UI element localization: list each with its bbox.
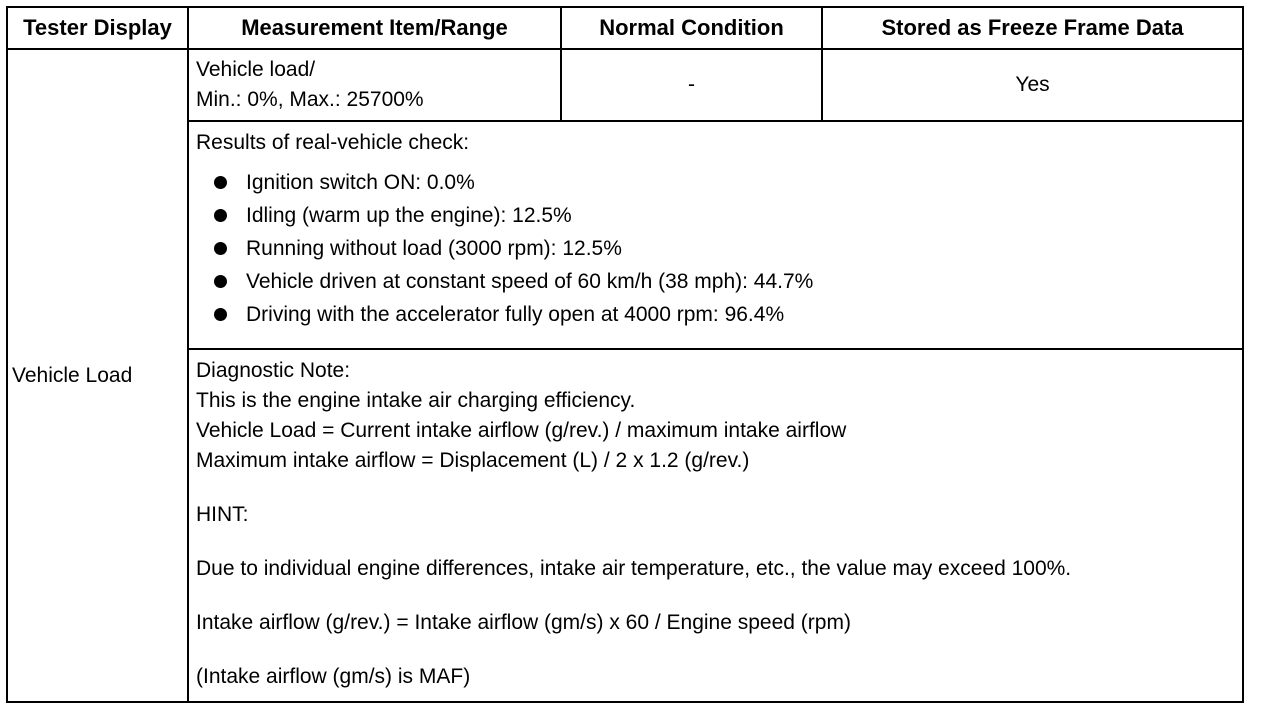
normal-condition-cell: - [561,49,822,121]
bullet-icon [214,275,227,288]
diagnostic-row [7,349,1243,702]
results-title: Results of real-vehicle check: [196,131,470,154]
tester-display-cell: Vehicle Load [7,49,188,702]
list-item: Driving with the accelerator fully open at 4000 rpm: 96.4% [196,298,1238,331]
measurement-line2: Min.: 0%, Max.: 25700% [196,88,424,111]
header-tester-display: Tester Display [7,7,188,49]
hint-label: HINT: [196,503,249,526]
table-row [7,49,1243,121]
diagnostic-line1: This is the engine intake air charging efficiency. [196,389,636,412]
diagnostic-line3: Maximum intake airflow = Displacement (L) / 2 x 1.2 (g/rev.) [196,449,750,472]
hint-line3: (Intake airflow (gm/s) is MAF) [196,665,471,688]
list-item: Vehicle driven at constant speed of 60 km/h (38 mph): 44.7% [196,265,1238,298]
header-row [7,7,1243,49]
list-item: Ignition switch ON: 0.0% [196,166,1238,199]
list-item: Idling (warm up the engine): 12.5% [196,199,1238,232]
freeze-frame-cell: Yes [822,49,1243,121]
header-normal-condition: Normal Condition [561,7,822,49]
bullet-icon [214,308,227,321]
diagnostic-cell [188,349,1243,702]
bullet-icon [214,242,227,255]
measurement-cell [188,49,561,121]
results-cell [188,121,1243,349]
vehicle-load-table [6,6,1244,703]
bullet-icon [214,176,227,189]
header-freeze-frame: Stored as Freeze Frame Data [822,7,1243,49]
bullet-icon [214,209,227,222]
hint-line1: Due to individual engine differences, intake air temperature, etc., the value may exceed 100%. [196,557,1072,580]
header-measurement: Measurement Item/Range [188,7,561,49]
list-item: Running without load (3000 rpm): 12.5% [196,232,1238,265]
results-row [7,121,1243,349]
diagnostic-line2: Vehicle Load = Current intake airflow (g/rev.) / maximum intake airflow [196,419,847,442]
hint-line2: Intake airflow (g/rev.) = Intake airflow (gm/s) x 60 / Engine speed (rpm) [196,611,851,634]
diagnostic-title: Diagnostic Note: [196,359,351,382]
measurement-line1: Vehicle load/ [196,58,316,81]
results-list [196,166,1238,331]
